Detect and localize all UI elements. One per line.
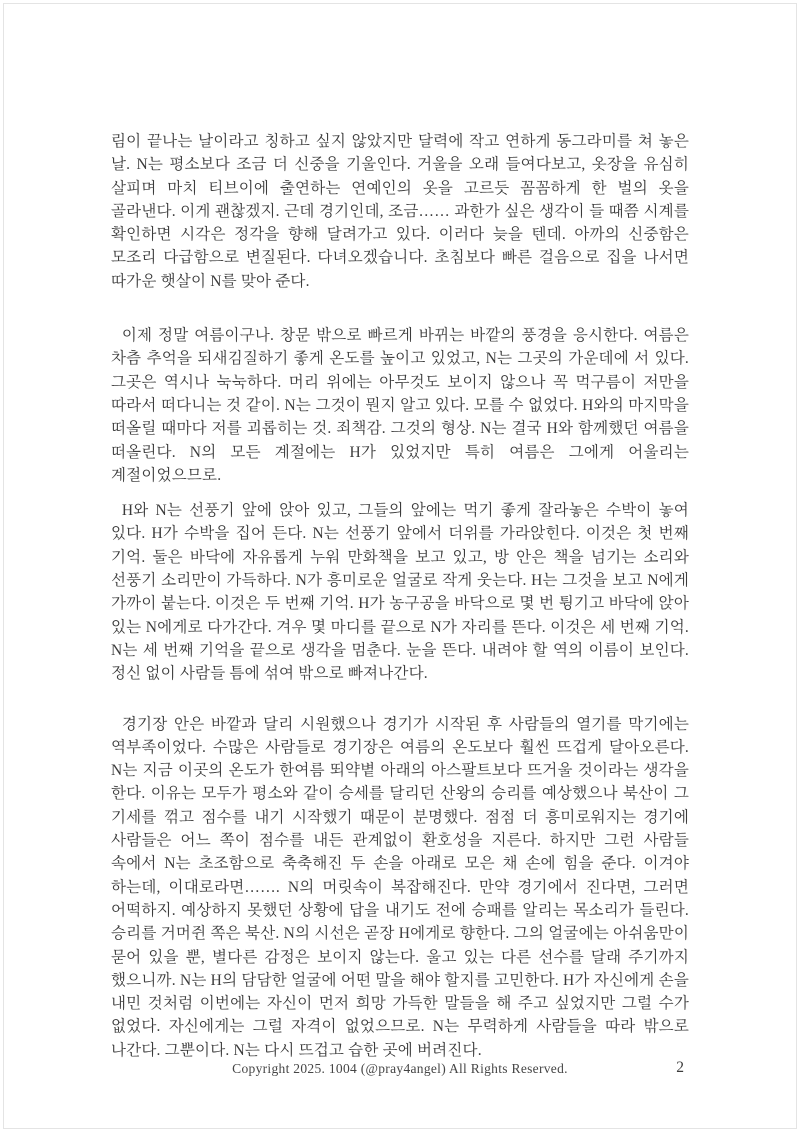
paragraph-4: 경기장 안은 바깥과 달리 시원했으나 경기가 시작된 후 사람들의 열기를 막기에는 역부족이었다. 수많은 사람들로 경기장은 여름의 온도보다 훨씬 뜨겁게 달아오른다. N는 지금 이곳의 온도가 한여름 뙤약볕 아래의 아스팔트보다 뜨거울 것이라는 생각을 한다. 이유는 모두가 평소와 같이 승세를 달리던 산왕의 승리를 예상했으나 북산이 그 기세를 꺾고 점수를 내기 시작했기 때문이 분명했다. 점점 더 흥미로워지는 경기에 사람들은 어느 쪽이 점수를 내든 관계없이 환호성을 지른다. 하지만 그런 사람들 속에서 N는 초조함으로 축축해진 두 손을 아래로 모은 채 손에 힘을 준다. 이겨야 하는데, 이대로라면……. N의 머릿속이 복잡해진다. 만약 경기에서 진다면, 그러면 어떡하지. 예상하지 못했던 상황에 답을 내기도 전에 승패를 알리는 목소리가 들린다. 승리를 거머쥔 쪽은 북산. N의 시선은 곧장 H에게로 향한다. 그의 얼굴에는 아쉬움만이 묻어 있을 뿐, 별다른 감정은 보이지 않는다. 울고 있는 다른 선수를 달래 주기까지 했으니까. N는 H의 담담한 얼굴에 어떤 말을 해야 할지를 고민한다. H가 자신에게 손을 내민 것처럼 이번에는 자신이 먼저 희망 가득한 말들을 해 주고 싶었지만 그럴 수가 없었다. 자신에게는 그럴 자격이 없었으므로. N는 무력하게 사람들을 따라 밖으로 나간다. 그뿐이다. N는 다시 뜨겁고 습한 곳에 버려진다.	[111, 715, 689, 1059]
text-content	[111, 130, 689, 1062]
page-number: 2	[676, 1059, 684, 1076]
paragraph-2: 이제 정말 여름이구나. 창문 밖으로 빠르게 바뀌는 바깥의 풍경을 응시한다. 여름은 차츰 추억을 되새김질하기 좋게 온도를 높이고 있었고, N는 그곳의 가운데에 서 있다. 그곳은 역시나 눅눅하다. 머리 위에는 아무것도 보이지 않으나 꼭 먹구름이 저만을 따라서 떠다니는 것 같이. N는 그것이 뭔지 알고 있다. 모를 수 없었다. H와의 마지막을 떠올릴 때마다 저를 괴롭히는 것. 죄책감. 그것의 형상. N는 결국 H와 함께했던 여름을 떠올린다. N의 모든 계절에는 H가 있었지만 특히 여름은 그에게 어울리는 계절이었으므로.	[111, 327, 689, 484]
page-footer	[4, 1061, 796, 1081]
paragraph-1: 림이 끝나는 날이라고 칭하고 싶지 않았지만 달력에 작고 연하게 동그라미를 쳐 놓은 날. N는 평소보다 조금 더 신중을 기울인다. 거울을 오래 들여다보고, 옷장을 유심히 살피며 마치 티브이에 출연하는 연예인의 옷을 고르듯 꼼꼼하게 한 벌의 옷을 골라낸다. 이게 괜찮겠지. 근데 경기인데, 조금…… 과한가 싶은 생각이 들 때쯤 시계를 확인하면 시각은 정각을 향해 달려가고 있다. 이러다 늦을 텐데. 아까의 신중함은 모조리 다급함으로 변질된다. 다녀오겠습니다. 초침보다 빠른 걸음으로 집을 나서면 따가운 햇살이 N를 맞아 준다.	[111, 133, 689, 290]
copyright-text: Copyright 2025. 1004 (@pray4angel) All Rights Reserved.	[232, 1061, 568, 1076]
paragraph-3: H와 N는 선풍기 앞에 앉아 있고, 그들의 앞에는 먹기 좋게 잘라놓은 수박이 놓여 있다. H가 수박을 집어 든다. N는 선풍기 앞에서 더위를 가라앉힌다. 이것은 첫 번째 기억. 둘은 바닥에 자유롭게 누워 만화책을 보고 있고, 방 안은 책을 넘기는 소리와 선풍기 소리만이 가득하다. N가 흥미로운 얼굴로 작게 웃는다. H는 그것을 보고 N에게 가까이 붙는다. 이것은 두 번째 기억. H가 농구공을 바닥으로 몇 번 튕기고 바닥에 앉아 있는 N에게로 다가간다. 겨우 몇 마디를 끝으로 N가 자리를 뜬다. 이것은 세 번째 기억. N는 세 번째 기억을 끝으로 생각을 멈춘다. 눈을 뜬다. 내려야 할 역의 이름이 보인다. 정신 없이 사람들 틈에 섞여 밖으로 빠져나간다.	[111, 502, 689, 683]
document-page	[3, 3, 797, 1129]
